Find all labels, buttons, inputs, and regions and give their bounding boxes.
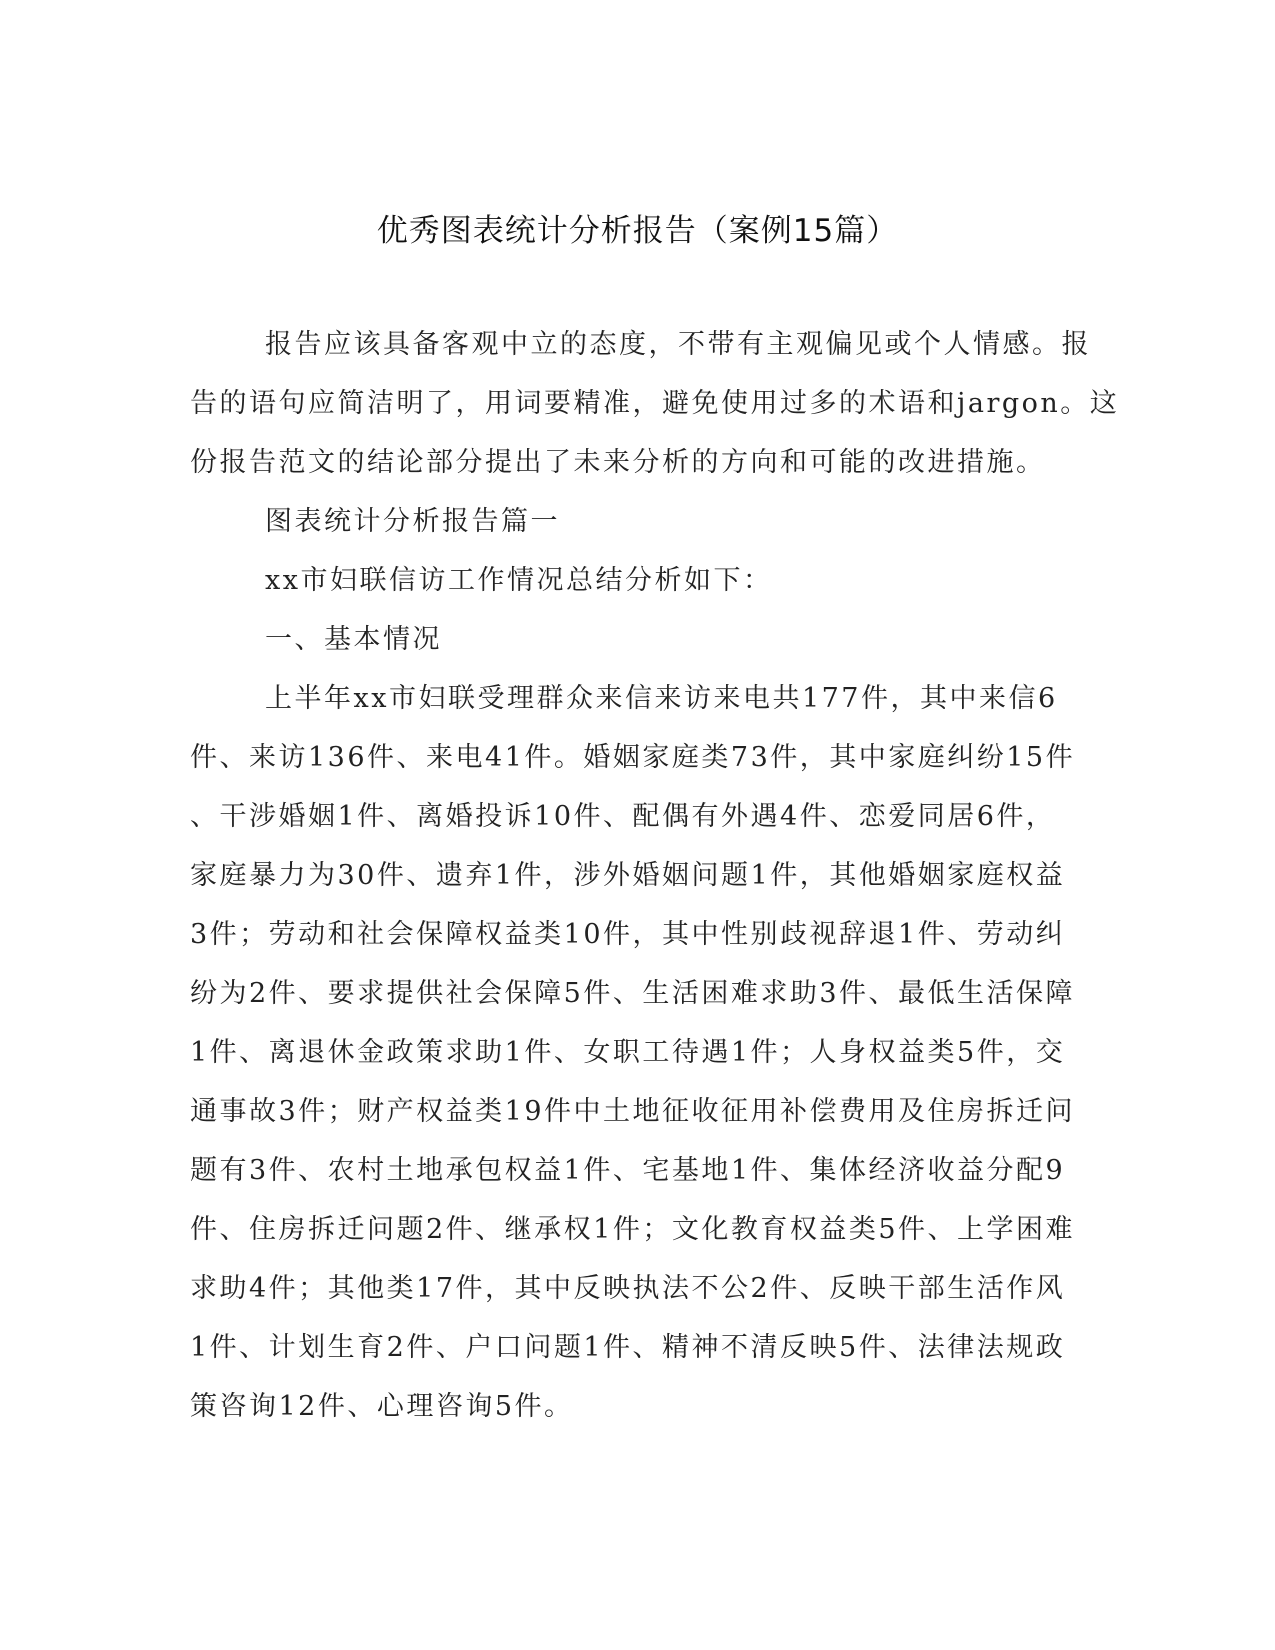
section-heading: 图表统计分析报告篇一 [265, 506, 560, 537]
paragraph-line: 告的语句应简洁明了，用词要精准，避免使用过多的术语和jargon。这 [190, 388, 1120, 419]
paragraph-line: 1件、计划生育2件、户口问题1件、精神不清反映5件、法律法规政 [190, 1332, 1066, 1363]
paragraph-line: 策咨询12件、心理咨询5件。 [190, 1391, 574, 1422]
paragraph-line: 件、来访136件、来电41件。婚姻家庭类73件，其中家庭纠纷15件 [190, 742, 1076, 773]
paragraph-line: 报告应该具备客观中立的态度，不带有主观偏见或个人情感。报 [265, 329, 1091, 360]
document-title: 优秀图表统计分析报告（案例15篇） [376, 213, 899, 249]
paragraph-line: 1件、离退休金政策求助1件、女职工待遇1件；人身权益类5件，交 [190, 1037, 1066, 1068]
paragraph-line: 求助4件；其他类17件，其中反映执法不公2件、反映干部生活作风 [190, 1273, 1066, 1304]
subsection-heading: 一、基本情况 [265, 624, 442, 655]
paragraph-line: xx市妇联信访工作情况总结分析如下： [265, 565, 773, 596]
paragraph-line: 3件；劳动和社会保障权益类10件，其中性别歧视辞退1件、劳动纠 [190, 919, 1066, 950]
paragraph-line: 件、住房拆迁问题2件、继承权1件；文化教育权益类5件、上学困难 [190, 1214, 1076, 1245]
paragraph-line: 家庭暴力为30件、遗弃1件，涉外婚姻问题1件，其他婚姻家庭权益 [190, 860, 1066, 891]
paragraph-line: 份报告范文的结论部分提出了未来分析的方向和可能的改进措施。 [190, 447, 1046, 478]
paragraph-line: 纷为2件、要求提供社会保障5件、生活困难求助3件、最低生活保障 [190, 978, 1076, 1009]
paragraph-line: 上半年xx市妇联受理群众来信来访来电共177件，其中来信6 [265, 683, 1058, 714]
paragraph-line: 通事故3件；财产权益类19件中土地征收征用补偿费用及住房拆迁问 [190, 1096, 1076, 1127]
paragraph-line: 、干涉婚姻1件、离婚投诉10件、配偶有外遇4件、恋爱同居6件， [190, 801, 1056, 832]
paragraph-line: 题有3件、农村土地承包权益1件、宅基地1件、集体经济收益分配9 [190, 1155, 1066, 1186]
